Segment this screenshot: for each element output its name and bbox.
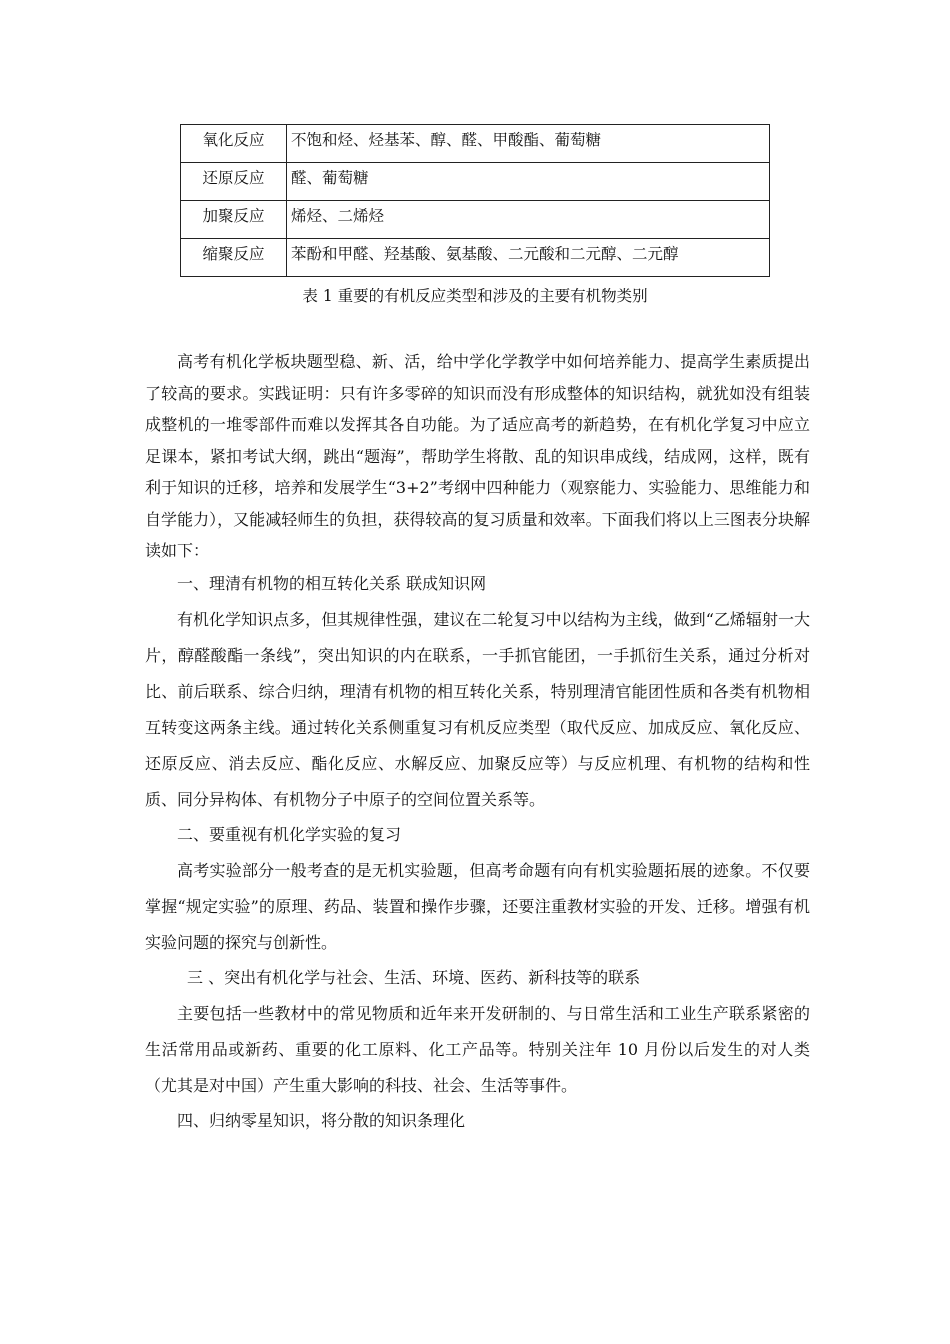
compounds-cell: 烯烃、二烯烃 [287,201,770,239]
section-heading: 二、要重视有机化学实验的复习 [177,824,402,844]
table-caption: 表 1 重要的有机反应类型和涉及的主要有机物类别 [302,287,648,305]
compounds-cell: 苯酚和甲醛、羟基酸、氨基酸、二元酸和二元醇、二元醇 [287,239,770,277]
section-paragraph: 高考实验部分一般考查的是无机实验题，但高考命题有向有机实验题拓展的迹象。不仅要掌握“规定实验”的原理、药品、装置和操作步骤，还要注重教材实验的开发、迁移。增强有机实验问题的探究与创新性。 [145,860,810,952]
table-row [181,239,770,277]
section-heading: 三 、突出有机化学与社会、生活、环境、医药、新科技等的联系 [187,967,641,987]
section-paragraph: 有机化学知识点多，但其规律性强，建议在二轮复习中以结构为主线，做到“乙烯辐射一大片，醇醛酸酯一条线”，突出知识的内在联系，一手抓官能团，一手抓衍生关系，通过分析对比、前后联系、综合归纳，理清有机物的相互转化关系，特别理清官能团性质和各类有机物相互转变这两条主线。通过转化关系侧重复习有机反应类型（取代反应、加成反应、氧化反应、还原反应、消去反应、酯化反应、水解反应、加聚反应等）与反应机理、有机物的结构和性质、同分异构体、有机物分子中原子的空间位置关系等。 [145,609,810,809]
reaction-type-table [180,124,770,277]
reaction-type-cell: 还原反应 [181,163,287,201]
table-row [181,201,770,239]
intro-paragraph: 高考有机化学板块题型稳、新、活，给中学化学教学中如何培养能力、提高学生素质提出了较高的要求。实践证明：只有许多零碎的知识而没有形成整体的知识结构，就犹如没有组装成整机的一堆零部件而难以发挥其各自功能。为了适应高考的新趋势，在有机化学复习中应立足课本，紧扣考试大纲，跳出“题海”，帮助学生将散、乱的知识串成线，结成网，这样，既有利于知识的迁移，培养和发展学生“3+2”考纲中四种能力（观察能力、实验能力、思维能力和自学能力），又能减轻师生的负担，获得较高的复习质量和效率。下面我们将以上三图表分块解读如下： [145,352,810,560]
compounds-cell: 醛、葡萄糖 [287,163,770,201]
reaction-type-cell: 加聚反应 [181,201,287,239]
table-row [181,163,770,201]
article-body [145,346,810,1139]
section-heading: 一、理清有机物的相互转化关系 联成知识网 [177,573,487,593]
reaction-type-cell: 缩聚反应 [181,239,287,277]
table-row [181,125,770,163]
section-paragraph: 主要包括一些教材中的常见物质和近年来开发研制的、与日常生活和工业生产联系紧密的生活常用品或新药、重要的化工原料、化工产品等。特别关注年 10 月份以后发生的对人类（尤其是对中国）产生重大影响的科技、社会、生活等事件。 [145,1003,810,1095]
reaction-type-cell: 氧化反应 [181,125,287,163]
compounds-cell: 不饱和烃、烃基苯、醇、醛、甲酸酯、葡萄糖 [287,125,770,163]
section-heading: 四、归纳零星知识，将分散的知识条理化 [177,1110,466,1130]
